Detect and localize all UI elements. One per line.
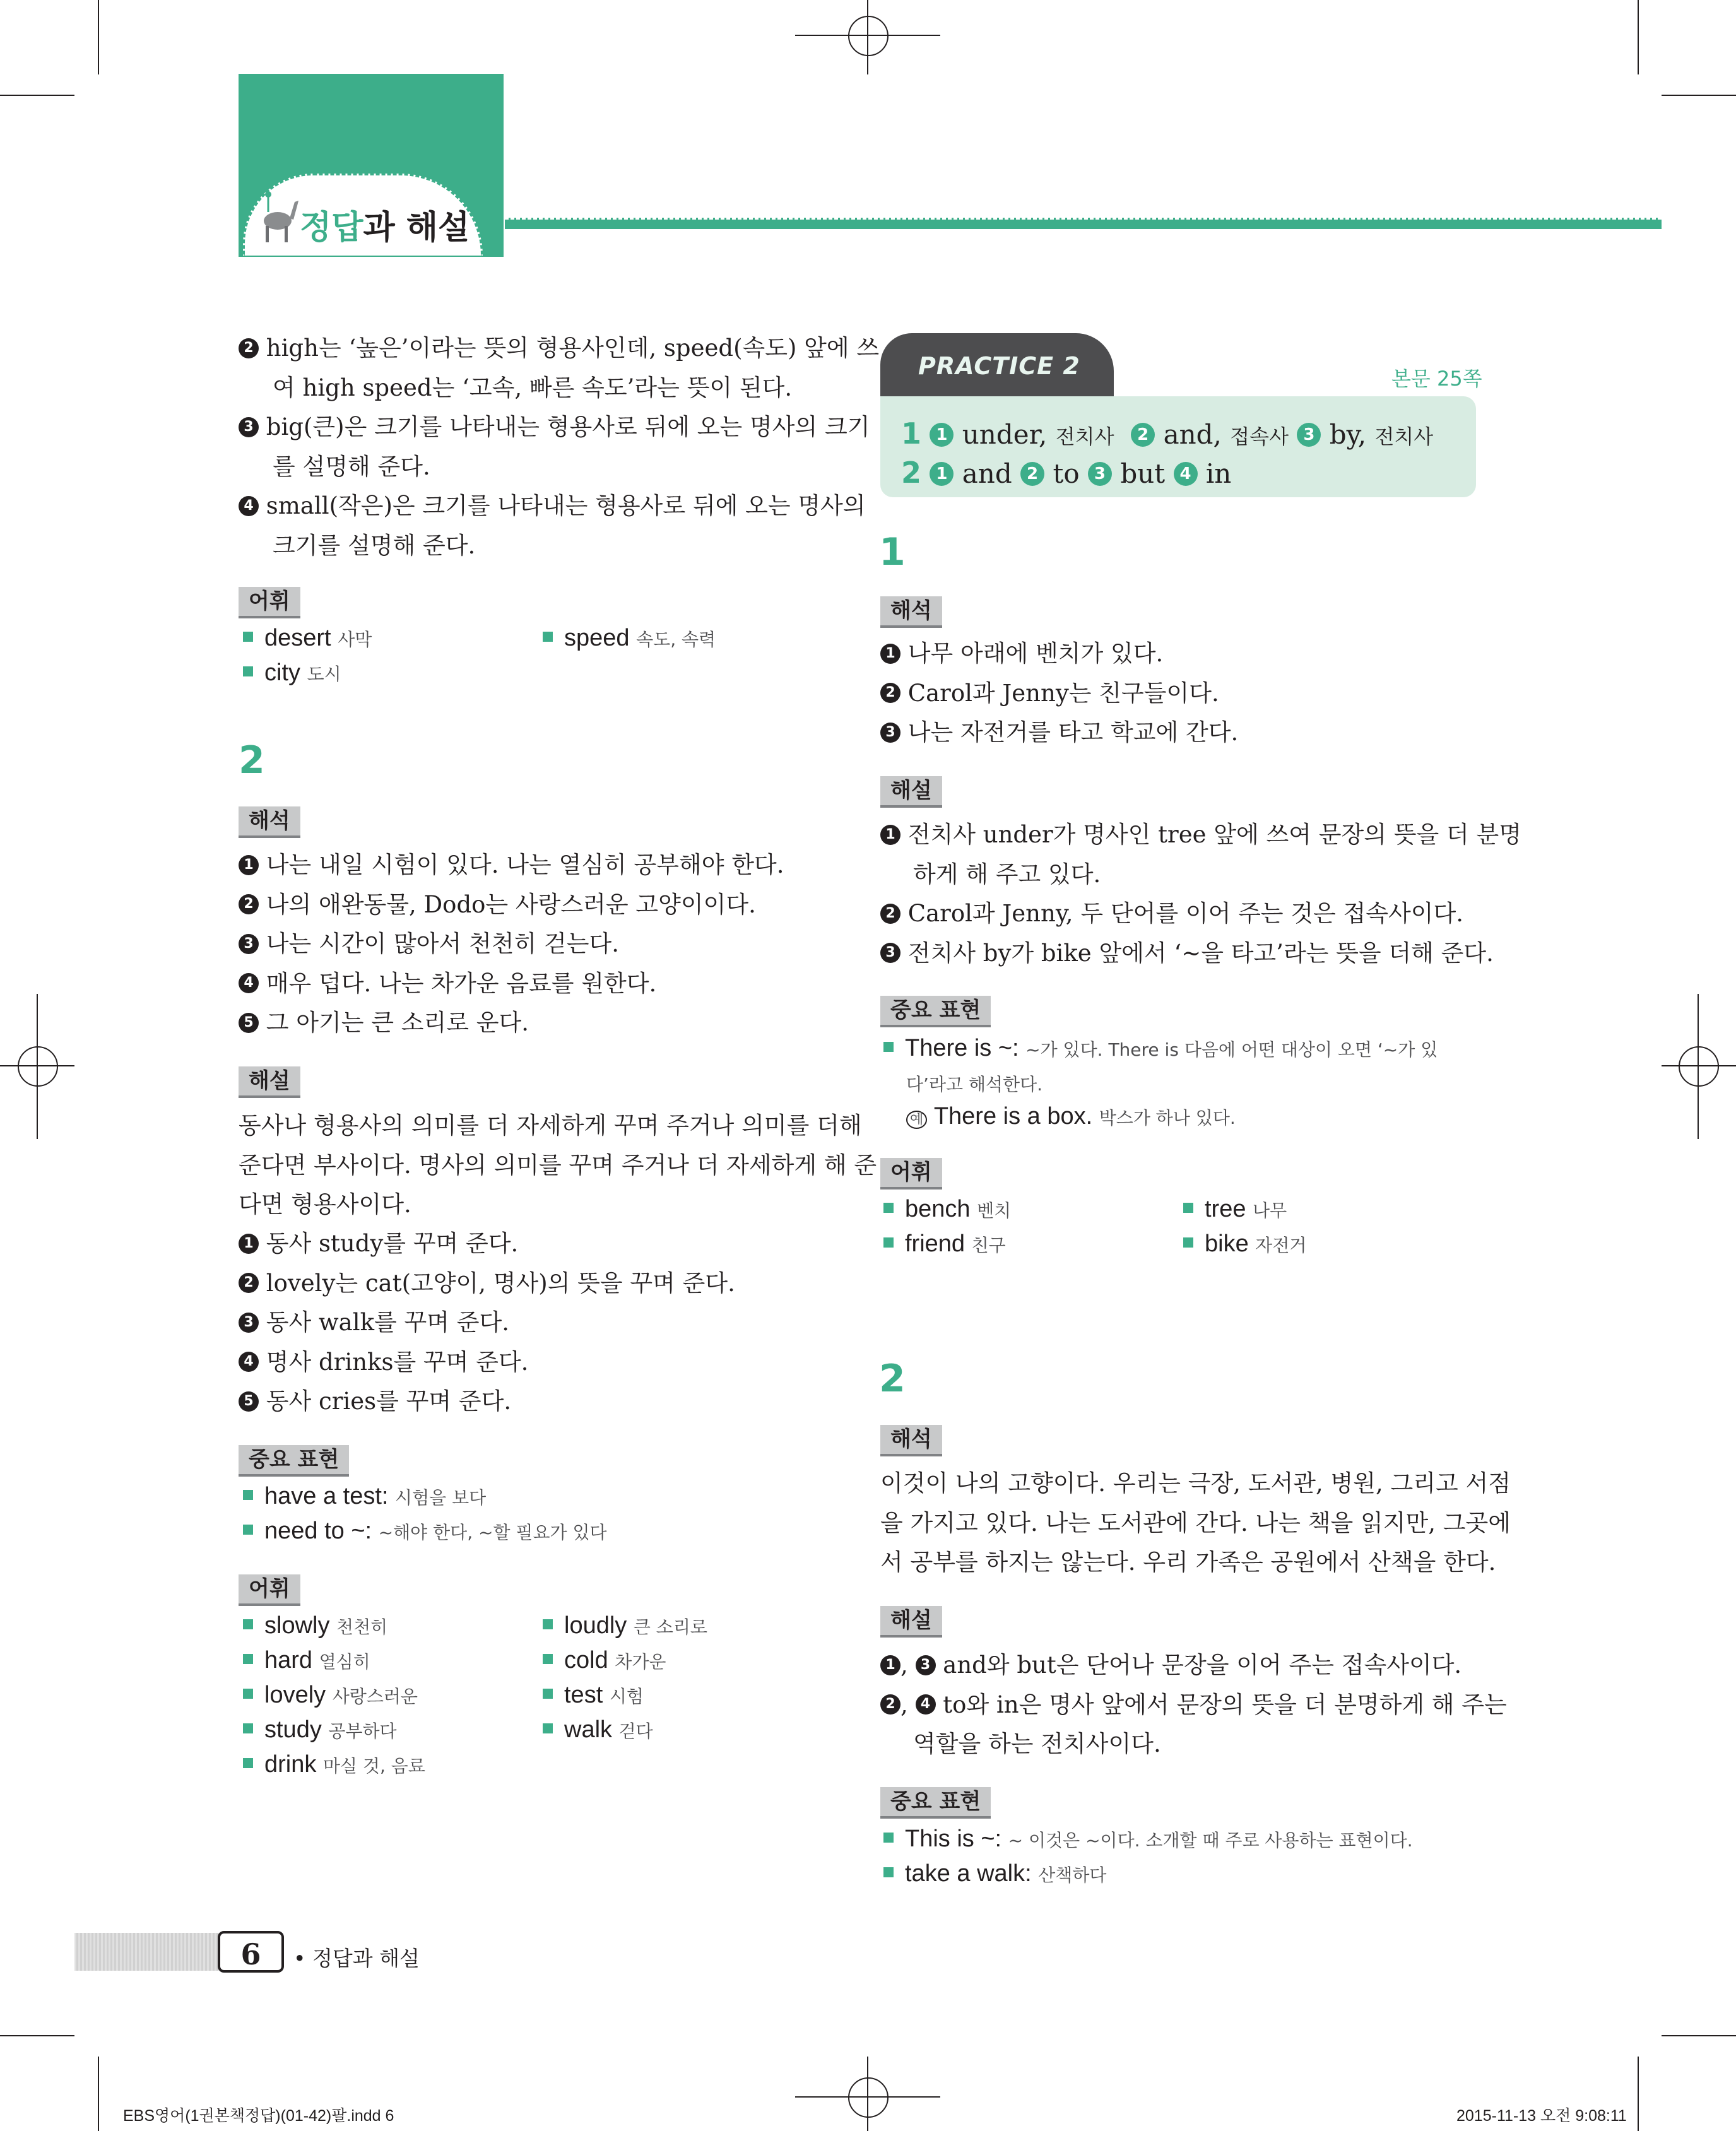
vocab-item: bench 벤치 — [883, 1196, 1011, 1223]
vocab-item: tree 나무 — [1183, 1196, 1287, 1223]
crop-mark — [98, 0, 99, 74]
registration-mark — [848, 16, 889, 56]
registration-mark — [1679, 1046, 1719, 1087]
text-line: 1 나무 아래에 벤치가 있다. — [880, 642, 1163, 666]
text-line: 5 동사 cries를 꾸며 준다. — [239, 1390, 511, 1414]
text-line: 다면 형용사이다. — [239, 1191, 411, 1218]
vocab-item: desert 사막 — [243, 625, 372, 652]
text-line: 2 Carol과 Jenny는 친구들이다. — [880, 682, 1219, 705]
vocab-tag: 어휘 — [239, 1574, 300, 1606]
text-line: 3 동사 walk를 꾸며 준다. — [239, 1311, 509, 1335]
explanation-tag: 해설 — [239, 1066, 300, 1098]
print-timestamp: 2015-11-13 오전 9:08:11 — [1456, 2107, 1627, 2125]
key-expression-tag: 중요 표현 — [239, 1445, 349, 1477]
text-line: 여 high speed는 ‘고속, 빠른 속도’라는 뜻이 된다. — [273, 374, 793, 401]
text-line: 4 매우 덥다. 나는 차가운 음료를 원한다. — [239, 972, 656, 996]
header-dashed-band — [505, 218, 1662, 229]
vocab-item: loudly 큰 소리로 — [543, 1612, 707, 1639]
text-line: 1 , 3 and와 but은 단어나 문장을 이어 주는 접속사이다. — [880, 1653, 1461, 1677]
practice-tab: PRACTICE 2 — [880, 333, 1114, 396]
section-number: 2 — [879, 1357, 906, 1401]
text-line: 하게 해 주고 있다. — [913, 860, 1101, 888]
text-line: 3 나는 자전거를 타고 학교에 간다. — [880, 721, 1238, 745]
circled-number-icon: 2 — [239, 338, 259, 358]
key-expression-continued: 다’라고 해석한다. — [906, 1074, 1043, 1095]
section-number: 1 — [879, 530, 906, 574]
text-line: 준다면 부사이다. 명사의 의미를 꾸며 주거나 더 자세하게 해 준 — [239, 1151, 877, 1179]
key-expression-item: have a test: 시험을 보다 — [243, 1483, 486, 1510]
vocab-item: friend 친구 — [883, 1231, 1006, 1258]
crop-mark — [0, 95, 74, 96]
text-line: 3 나는 시간이 많아서 천천히 걷는다. — [239, 932, 619, 956]
vocab-item: study 공부하다 — [243, 1716, 397, 1744]
vocab-item: drink 마실 것, 음료 — [243, 1751, 425, 1778]
page-number: 6 — [218, 1931, 284, 1973]
circled-number-icon: 4 — [239, 496, 259, 516]
text-line: 3 전치사 by가 bike 앞에서 ‘~을 타고’라는 뜻을 더해 준다. — [880, 942, 1494, 965]
circled-number-icon: 2 — [880, 683, 900, 703]
text-line: 2 high는 ‘높은’이라는 뜻의 형용사인데, speed(속도) 앞에 쓰 — [239, 336, 879, 360]
text-line: 4 small(작은)은 크기를 나타내는 형용사로 뒤에 오는 명사의 — [239, 494, 866, 518]
circled-number-icon: 4 — [239, 1352, 259, 1372]
page-header-title: 정답과 해설 — [300, 209, 470, 247]
text-line: 5 그 아기는 큰 소리로 운다. — [239, 1011, 529, 1035]
vocab-item: speed 속도, 속력 — [543, 625, 716, 652]
registration-mark — [18, 1046, 58, 1087]
circled-number-icon: 3 — [880, 723, 900, 743]
page-reference: 본문 25쪽 — [1391, 367, 1482, 391]
text-line: 서 공부를 하지는 않는다. 우리 가족은 공원에서 산책을 한다. — [880, 1549, 1496, 1576]
key-expression-item: need to ~: ~해야 한다, ~할 필요가 있다 — [243, 1518, 607, 1545]
circled-number-icon: 3 — [239, 1313, 259, 1333]
translation-tag: 해석 — [880, 1425, 942, 1456]
text-line: 동사나 형용사의 의미를 더 자세하게 꾸며 주거나 의미를 더해 — [239, 1112, 862, 1139]
crop-mark — [1662, 95, 1736, 96]
answer-row-1: 1 1 under, 전치사 2 and, 접속사 3 by, 전치사 — [901, 416, 1434, 451]
crop-mark — [1638, 2057, 1639, 2131]
circled-number-icon: 2 — [880, 904, 900, 924]
explanation-tag: 해설 — [880, 1606, 942, 1638]
crop-mark — [0, 2035, 74, 2036]
answer-row-2: 2 1 and 2 to 3 but 4 in — [901, 456, 1232, 490]
circled-number-icon: 1 — [880, 1655, 900, 1675]
text-line: 이것이 나의 고향이다. 우리는 극장, 도서관, 병원, 그리고 서점 — [880, 1470, 1511, 1497]
vocab-tag: 어휘 — [239, 587, 300, 618]
crop-mark — [98, 2057, 99, 2131]
circled-number-icon: 2 — [880, 1694, 900, 1715]
text-line: 1 전치사 under가 명사인 tree 앞에 쓰여 문장의 뜻을 더 분명 — [880, 823, 1521, 847]
circled-number-icon: 4 — [916, 1694, 936, 1715]
key-expression-item: This is ~: ~ 이것은 ~이다. 소개할 때 주로 사용하는 표현이다. — [883, 1826, 1413, 1853]
key-expression-tag: 중요 표현 — [880, 996, 991, 1027]
text-line: 2 , 4 to와 in은 명사 앞에서 문장의 뜻을 더 분명하게 해 주는 — [880, 1693, 1507, 1717]
registration-mark — [848, 2077, 889, 2118]
vocab-item: slowly 천천히 — [243, 1612, 387, 1639]
camel-icon — [256, 189, 300, 246]
circled-number-icon: 5 — [239, 1391, 259, 1412]
circled-number-icon: 3 — [239, 417, 259, 437]
vocab-item: bike 자전거 — [1183, 1231, 1306, 1258]
text-line: 를 설명해 준다. — [273, 452, 430, 480]
text-line: 역할을 하는 전치사이다. — [913, 1730, 1161, 1757]
circled-number-icon: 1 — [239, 855, 259, 875]
file-name: EBS영어(1권본책정답)(01-42)팔.indd 6 — [123, 2107, 394, 2125]
text-line: 1 나는 내일 시험이 있다. 나는 열심히 공부해야 한다. — [239, 853, 784, 877]
key-expression-tag: 중요 표현 — [880, 1787, 991, 1819]
text-line: 을 가지고 있다. 나는 도서관에 간다. 나는 책을 읽지만, 그곳에 — [880, 1509, 1511, 1537]
circled-number-icon: 1 — [880, 825, 900, 845]
explanation-tag: 해설 — [880, 776, 942, 808]
circled-number-icon: 2 — [239, 894, 259, 914]
translation-tag: 해석 — [880, 596, 942, 628]
vocab-item: city 도시 — [243, 659, 341, 687]
vocab-item: test 시험 — [543, 1682, 644, 1709]
circled-number-icon: 3 — [880, 943, 900, 963]
circled-number-icon: 1 — [239, 1234, 259, 1254]
translation-tag: 해석 — [239, 806, 300, 838]
crop-mark — [1638, 0, 1639, 74]
text-line: 1 동사 study를 꾸며 준다. — [239, 1232, 518, 1256]
circled-number-icon: 3 — [239, 934, 259, 954]
text-line: 크기를 설명해 준다. — [273, 531, 476, 559]
text-line: 2 나의 애완동물, Dodo는 사랑스러운 고양이이다. — [239, 893, 756, 917]
key-expression-item: take a walk: 산책하다 — [883, 1860, 1106, 1887]
vocab-item: cold 차가운 — [543, 1647, 666, 1674]
text-line: 2 lovely는 cat(고양이, 명사)의 뜻을 꾸며 준다. — [239, 1272, 735, 1296]
vocab-tag: 어휘 — [880, 1158, 942, 1189]
page-label: • 정답과 해설 — [293, 1946, 420, 1971]
key-expression-item: There is ~: ~가 있다. There is 다음에 어떤 대상이 오면 ‘~가 있 — [883, 1035, 1438, 1062]
crop-mark — [1662, 2035, 1736, 2036]
key-expression-example: 예 There is a box. 박스가 하나 있다. — [906, 1103, 1236, 1130]
circled-number-icon: 1 — [880, 644, 900, 664]
circled-number-icon: 4 — [239, 973, 259, 993]
vocab-item: lovely 사랑스러운 — [243, 1682, 418, 1709]
section-number: 2 — [239, 738, 265, 782]
text-line: 3 big(큰)은 크기를 나타내는 형용사로 뒤에 오는 명사의 크기 — [239, 415, 870, 439]
vocab-item: walk 걷다 — [543, 1716, 653, 1744]
circled-number-icon: 5 — [239, 1013, 259, 1033]
circled-number-icon: 3 — [916, 1655, 936, 1675]
circled-number-icon: 2 — [239, 1273, 259, 1293]
vocab-item: hard 열심히 — [243, 1647, 370, 1674]
text-line: 4 명사 drinks를 꾸며 준다. — [239, 1350, 528, 1374]
text-line: 2 Carol과 Jenny, 두 단어를 이어 주는 것은 접속사이다. — [880, 902, 1463, 926]
